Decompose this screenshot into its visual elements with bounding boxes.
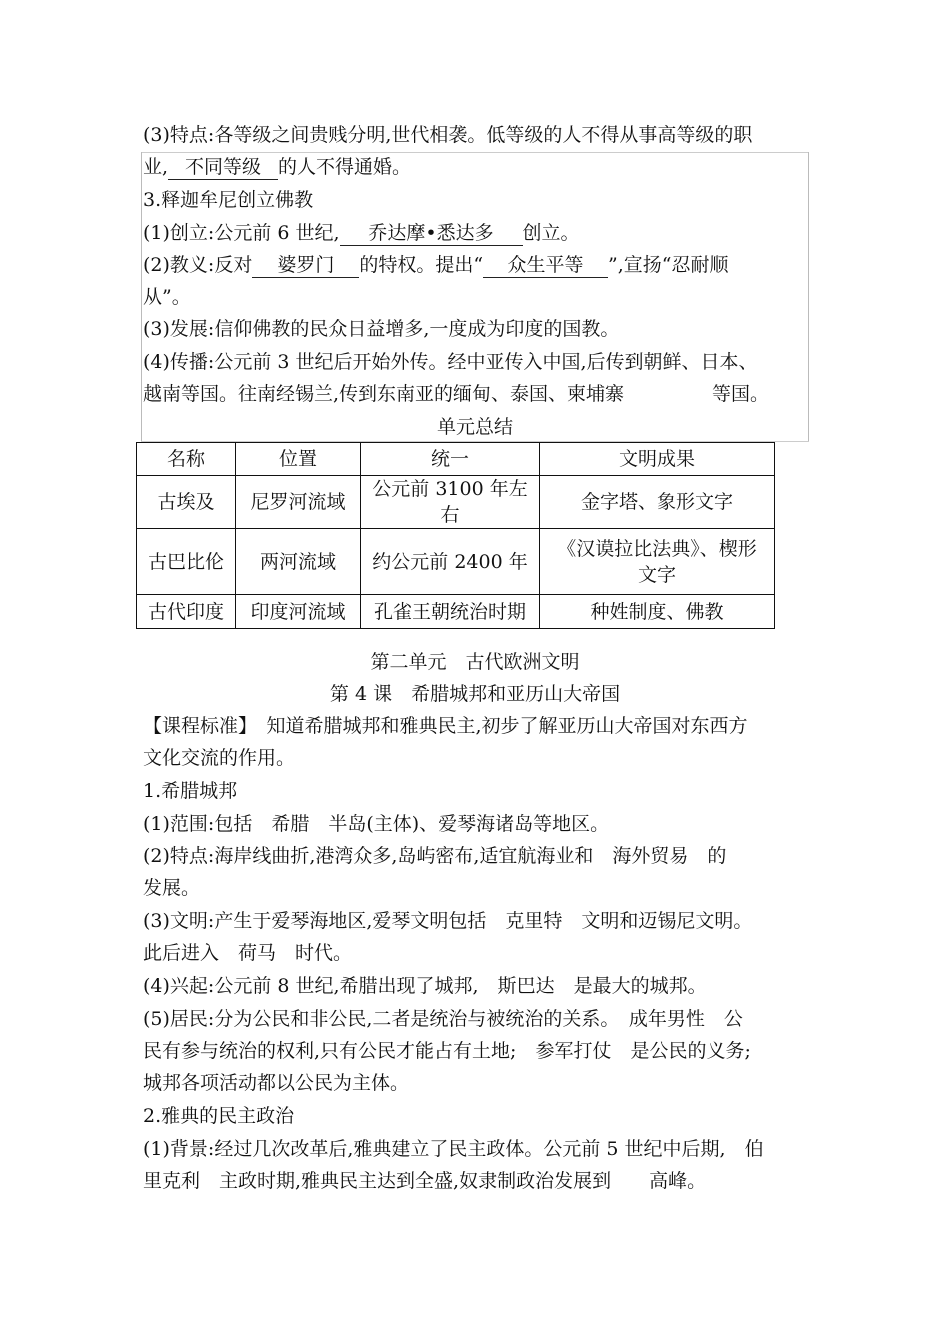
box-border-right [808, 152, 809, 442]
para-features: (2)特点:海岸线曲折,港湾众多,岛屿密布,适宜航海业和 海外贸易 的 [143, 845, 727, 867]
table-cell: 种姓制度、佛教 [540, 595, 775, 629]
para-spread: (4)传播:公元前 3 世纪后开始外传。经中亚传入中国,后传到朝鲜、日本、 [143, 351, 758, 373]
table-cell: 两河流域 [236, 529, 361, 595]
table-header: 位置 [236, 443, 361, 476]
para-spread-cont [143, 379, 769, 409]
para-development: (3)发展:信仰佛教的民众日益增多,一度成为印度的国教。 [143, 318, 620, 340]
para-residents-cont: 民有参与统治的权利,只有公民才能占有土地; 参军打仗 是公民的义务; [143, 1040, 751, 1062]
para-background-cont: 里克利 主政时期,雅典民主达到全盛,奴隶制政治发展到 高峰。 [143, 1170, 707, 1192]
text: (2)教义:反对 [143, 254, 253, 276]
para-background: (1)背景:经过几次改革后,雅典建立了民主政体。公元前 5 世纪中后期, 伯 [143, 1138, 764, 1160]
text: 的人不得通婚。 [278, 156, 412, 178]
para-civilization: (3)文明:产生于爱琴海地区,爱琴文明包括 克里特 文明和迈锡尼文明。 [143, 910, 753, 932]
course-standard: 【课程标准】 知道希腊城邦和雅典民主,初步了解亚历山大帝国对东西方 [143, 715, 748, 737]
summary-table [136, 442, 775, 629]
summary-title: 单元总结 [436, 416, 513, 438]
table-header: 文明成果 [540, 443, 775, 476]
table-cell: 金字塔、象形文字 [540, 476, 775, 529]
para-civilization-cont: 此后进入 荷马 时代。 [143, 942, 353, 964]
table-row [137, 529, 775, 595]
para-features-cont: 发展。 [143, 877, 201, 899]
blank-answer: 婆罗门 [252, 253, 359, 278]
para-residents-cont2: 城邦各项活动都以公民为主体。 [143, 1072, 410, 1094]
para-doctrine [143, 250, 729, 280]
table-cell: 尼罗河流域 [236, 476, 361, 529]
heading-city-states: 1.希腊城邦 [143, 780, 238, 802]
para-residents: (5)居民:分为公民和非公民,二者是统治与被统治的关系。 成年男性 公 [143, 1008, 743, 1030]
text: (1)创立:公元前 6 世纪, [143, 222, 340, 244]
table-cell: 约公元前 2400 年 [361, 529, 540, 595]
heading-athens-democracy: 2.雅典的民主政治 [143, 1105, 295, 1127]
table-header: 名称 [137, 443, 236, 476]
course-standard-cont: 文化交流的作用。 [143, 747, 296, 769]
text: 越南等国。往南经锡兰,传到东南亚的缅甸、泰国、柬埔寨 [143, 383, 625, 405]
para-founding [143, 218, 580, 248]
text: 的特权。提出“ [359, 254, 484, 276]
text: ”,宣扬“忍耐顺 [608, 254, 729, 276]
para-caste-feature: (3)特点:各等级之间贵贱分明,世代相袭。低等级的人不得从事高等级的职 [143, 124, 753, 146]
box-border-left [141, 152, 142, 442]
table-row [137, 595, 775, 629]
table-cell: 《汉谟拉比法典》、楔形文字 [540, 529, 775, 595]
lesson-title: 第 4 课 希腊城邦和亚历山大帝国 [329, 683, 621, 705]
text: 创立。 [522, 222, 580, 244]
table-cell: 古埃及 [137, 476, 236, 529]
table-header-row [137, 443, 775, 476]
table-cell: 孔雀王朝统治时期 [361, 595, 540, 629]
table-cell: 公元前 3100 年左右 [361, 476, 540, 529]
para-doctrine-cont: 从”。 [143, 286, 191, 308]
table-row [137, 476, 775, 529]
blank-answer: 乔达摩•悉达多 [340, 221, 523, 246]
table-cell: 古代印度 [137, 595, 236, 629]
table-header: 统一 [361, 443, 540, 476]
para-caste-feature-cont [143, 152, 411, 182]
unit-title: 第二单元 古代欧洲文明 [370, 651, 580, 673]
heading-buddhism: 3.释迦牟尼创立佛教 [143, 189, 314, 211]
para-scope: (1)范围:包括 希腊 半岛(主体)、爱琴海诸岛等地区。 [143, 813, 610, 835]
table-cell: 印度河流域 [236, 595, 361, 629]
text: 等国。 [712, 383, 770, 405]
para-rise: (4)兴起:公元前 8 世纪,希腊出现了城邦, 斯巴达 是最大的城邦。 [143, 975, 707, 997]
blank-answer: 众生平等 [483, 253, 608, 278]
blank-answer: 不同等级 [168, 155, 278, 180]
table-cell: 古巴比伦 [137, 529, 236, 595]
text: 业, [143, 156, 169, 178]
